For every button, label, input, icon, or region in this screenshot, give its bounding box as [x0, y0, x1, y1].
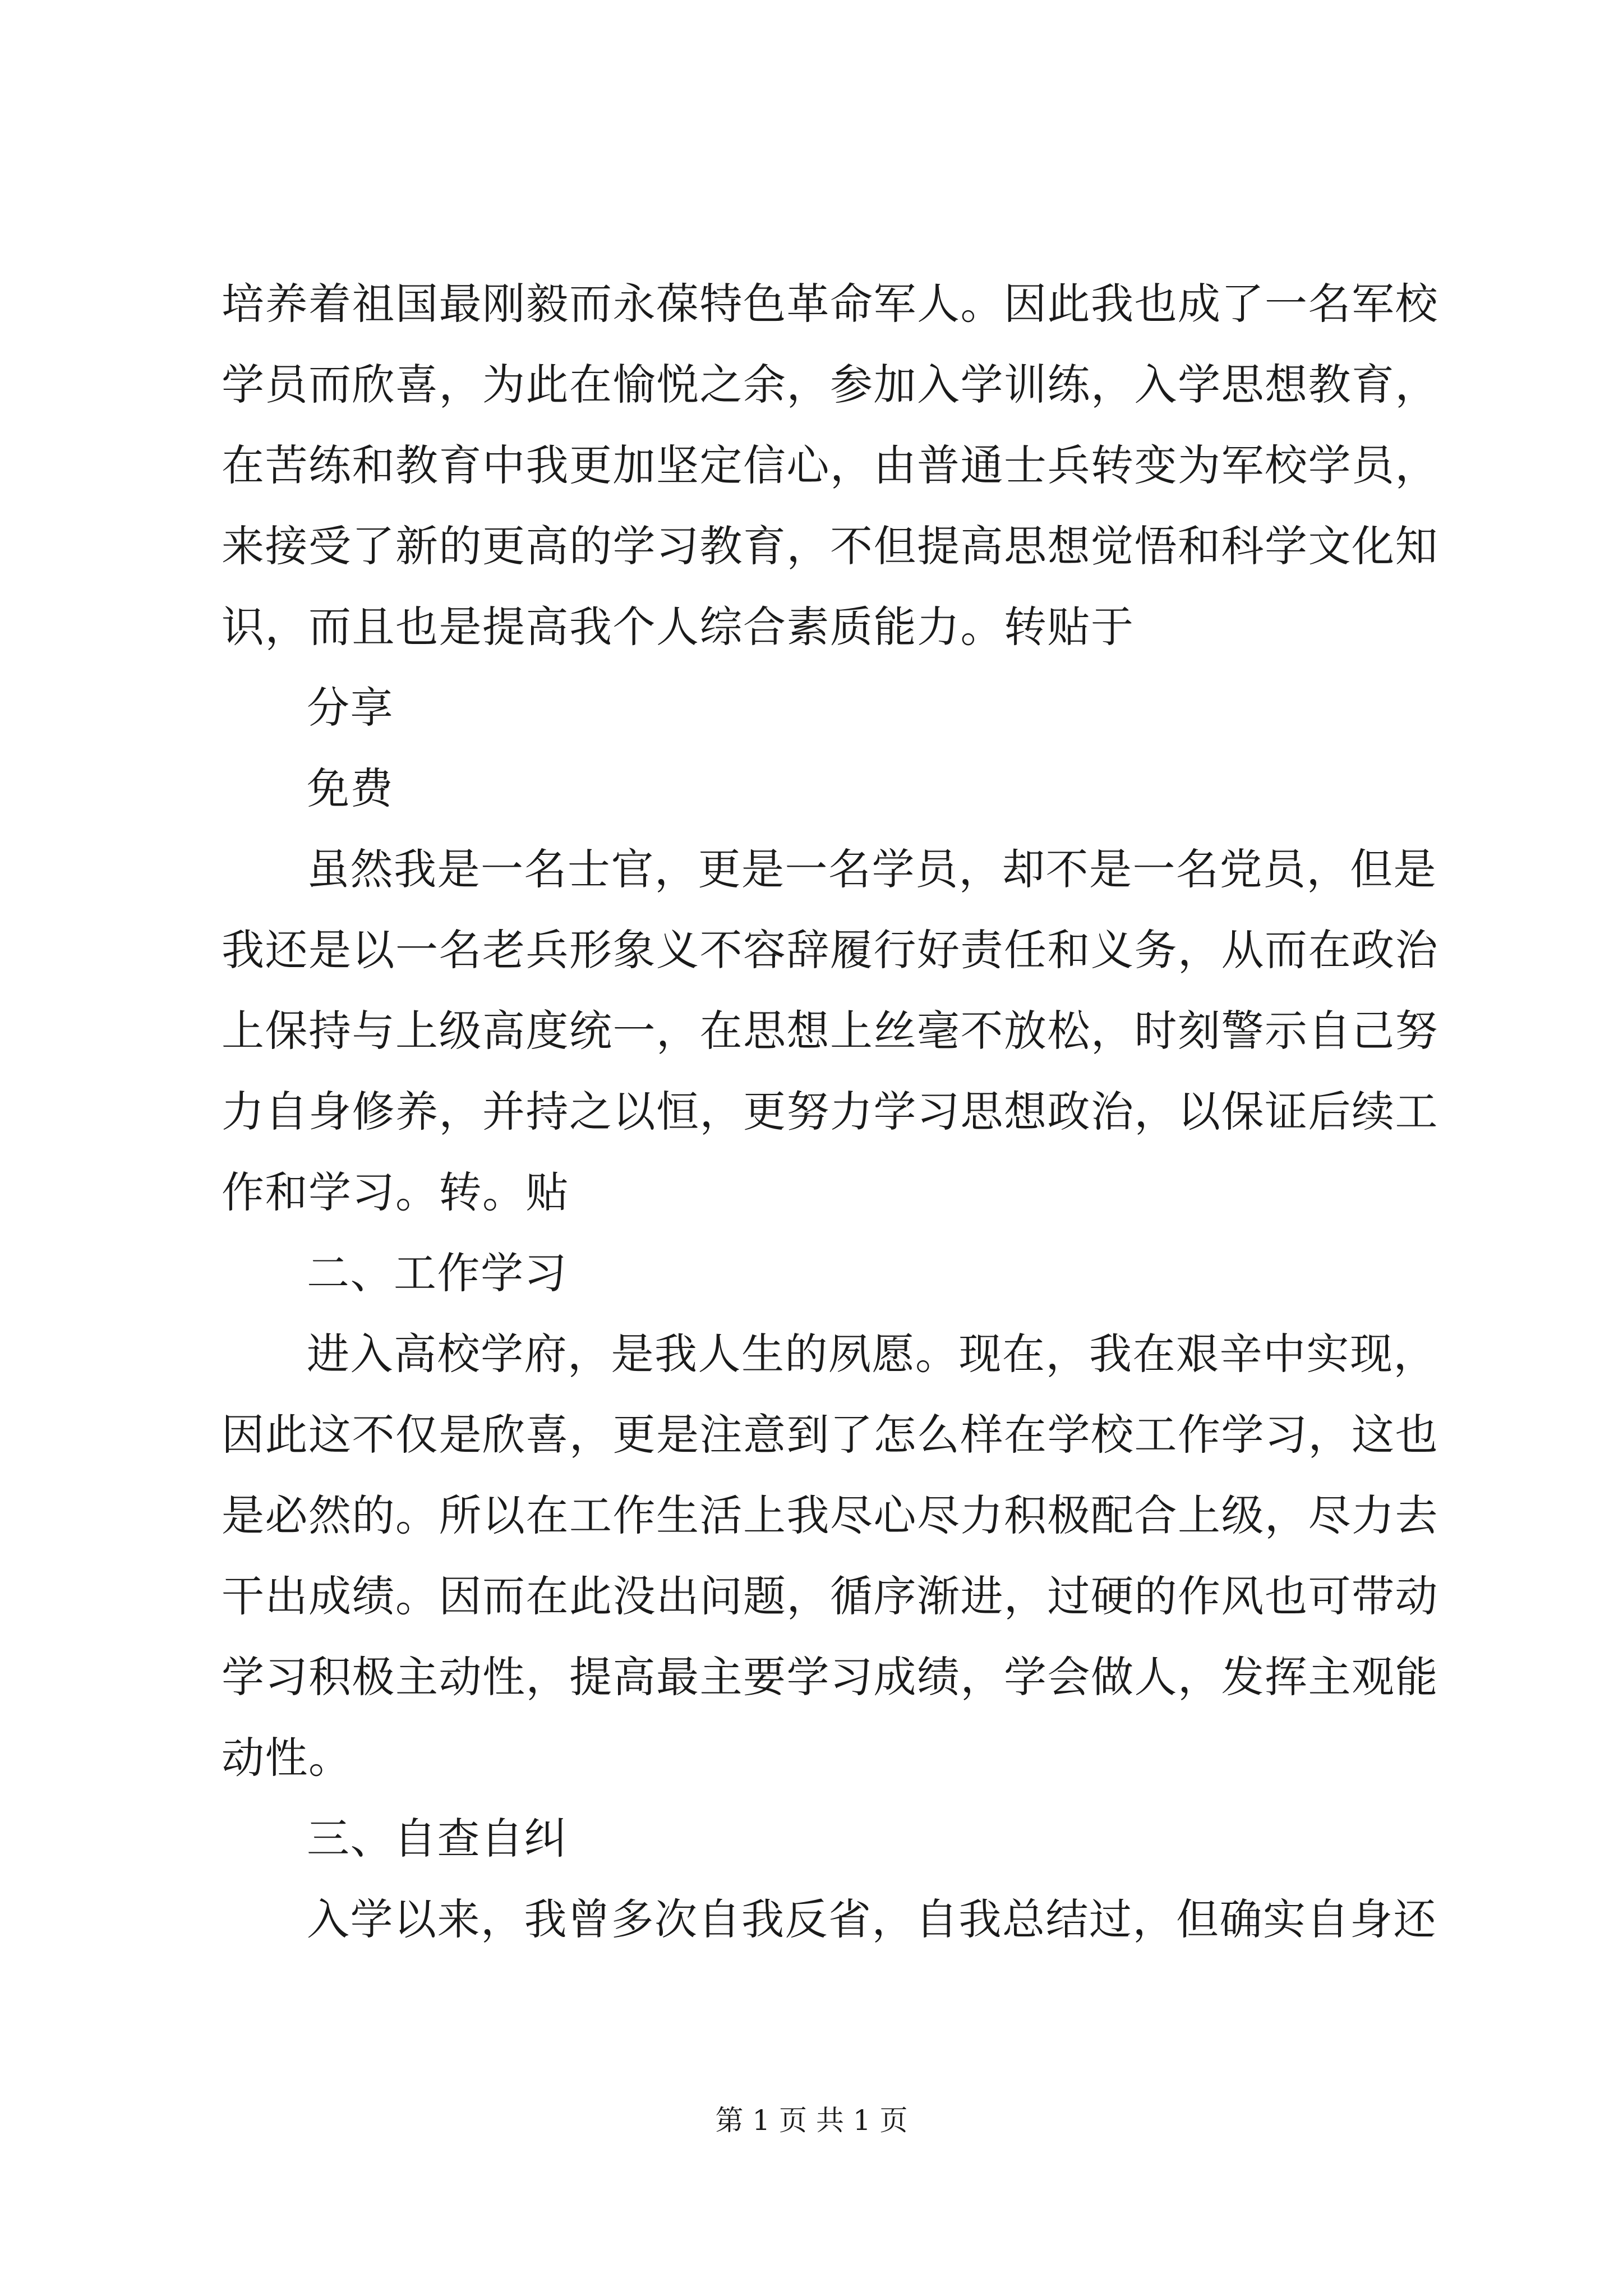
text-line: 识，而且也是提高我个人综合素质能力。转贴于	[222, 602, 1135, 652]
text-line: 学习积极主动性，提高最主要学习成绩，学会做人，发挥主观能	[222, 1652, 1438, 1702]
text-line: 来接受了新的更高的学习教育，不但提高思想觉悟和科学文化知	[222, 521, 1438, 571]
text-line: 因此这不仅是欣喜，更是注意到了怎么样在学校工作学习，这也	[222, 1410, 1438, 1460]
text-line: 作和学习。转。贴	[222, 1167, 569, 1217]
text-line: 干出成绩。因而在此没出问题，循序渐进，过硬的作风也可带动	[222, 1571, 1438, 1621]
page-footer: 第 1 页 共 1 页	[715, 2104, 908, 2137]
text-line: 虽然我是一名士官，更是一名学员，却不是一名党员，但是	[307, 844, 1437, 894]
text-line: 是必然的。所以在工作生活上我尽心尽力积极配合上级，尽力去	[222, 1490, 1438, 1540]
text-line: 上保持与上级高度统一，在思想上丝毫不放松，时刻警示自己努	[222, 1006, 1438, 1056]
text-line: 我还是以一名老兵形象义不容辞履行好责任和义务，从而在政治	[222, 925, 1438, 975]
text-line: 学员而欣喜，为此在愉悦之余，参加入学训练，入学思想教育，	[222, 360, 1438, 409]
text-line: 动性。	[222, 1733, 352, 1783]
document-body	[222, 264, 1438, 1960]
text-line: 三、自查自纠	[307, 1814, 568, 1864]
text-line: 入学以来，我曾多次自我反省，自我总结过，但确实自身还	[307, 1894, 1437, 1944]
text-line: 在苦练和教育中我更加坚定信心，由普通士兵转变为军校学员，	[222, 440, 1438, 490]
text-line: 力自身修养，并持之以恒，更努力学习思想政治，以保证后续工	[222, 1087, 1438, 1137]
text-line: 二、工作学习	[307, 1248, 568, 1298]
text-line: 进入高校学府，是我人生的夙愿。现在，我在艰辛中实现，	[307, 1329, 1437, 1379]
text-line: 分享	[307, 683, 394, 733]
text-line: 培养着祖国最刚毅而永葆特色革命军人。因此我也成了一名军校	[222, 279, 1438, 329]
text-line: 免费	[307, 763, 394, 813]
